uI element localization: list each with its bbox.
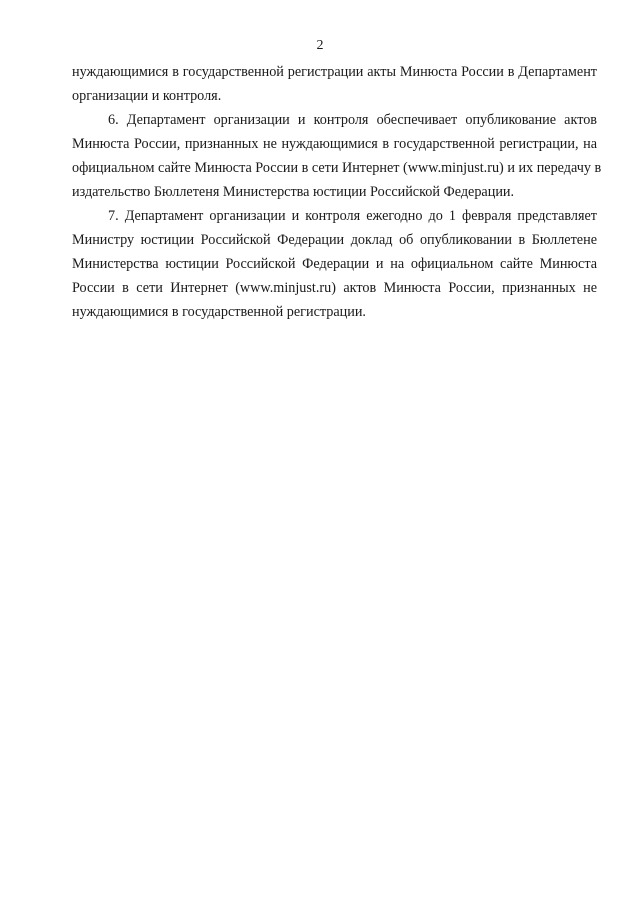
- text-line: Минюста России, признанных не нуждающимися в государственной регистрации, на: [72, 136, 597, 152]
- text-line: организации и контроля.: [72, 88, 222, 104]
- text-line: России в сети Интернет (www.minjust.ru) актов Минюста России, признанных не: [72, 280, 597, 296]
- text-line: издательство Бюллетеня Министерства юстиции Российской Федерации.: [72, 184, 515, 200]
- page-number: 2: [316, 38, 324, 53]
- text-line: официальном сайте Минюста России в сети Интернет (www.minjust.ru) и их передачу в: [72, 160, 602, 176]
- document-body: [72, 60, 602, 324]
- paragraph-continuation: [72, 60, 597, 108]
- text-line: Министерства юстиции Российской Федерации и на официальном сайте Минюста: [72, 256, 597, 272]
- text-line: нуждающимися в государственной регистрации.: [72, 304, 366, 320]
- text-line: Министру юстиции Российской Федерации доклад об опубликовании в Бюллетене: [72, 232, 597, 248]
- paragraph-item-7: [72, 204, 597, 324]
- text-line: 7. Департамент организации и контроля ежегодно до 1 февраля представляет: [108, 208, 597, 224]
- text-line: 6. Департамент организации и контроля обеспечивает опубликование актов: [108, 112, 597, 128]
- paragraph-item-6: [72, 108, 602, 204]
- text-line: нуждающимися в государственной регистрации акты Минюста России в Департамент: [72, 64, 597, 80]
